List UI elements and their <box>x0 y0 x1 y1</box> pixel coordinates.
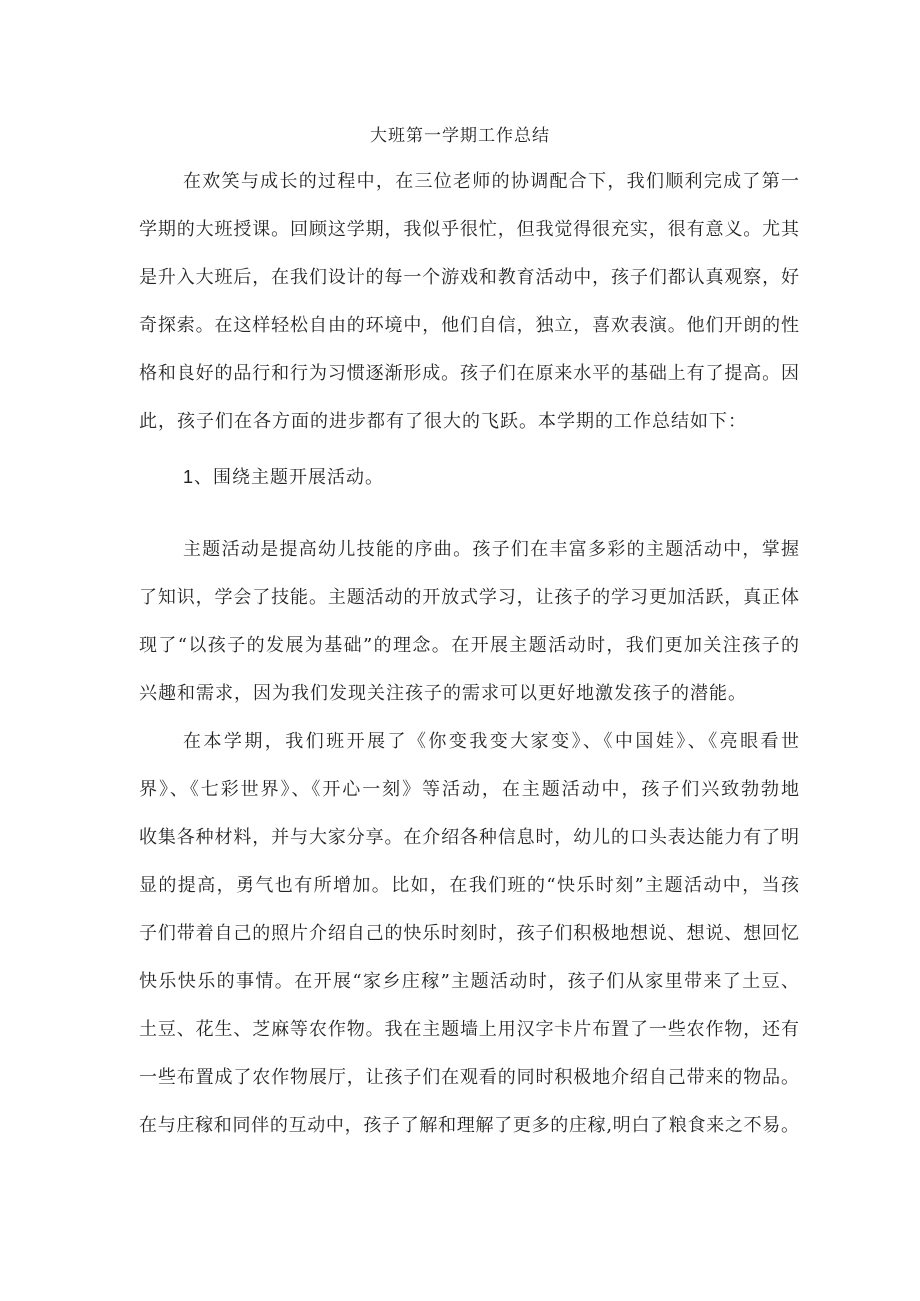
paragraph-3-line-6: 快乐快乐的事情。在开展“家乡庄稼”主题活动时，孩子们从家里带来了土豆、 <box>139 971 799 992</box>
paragraph-3-line-9: 在与庄稼和同伴的互动中，孩子了解和理解了更多的庄稼,明白了粮食来之不易。 <box>139 1115 799 1136</box>
section-heading-1 <box>183 465 384 490</box>
paragraph-3-line-1: 在本学期，我们班开展了《你变我变大家变》、《中国娃》、《亮眼看世 <box>183 731 799 752</box>
paragraph-1-line-6: 此，孩子们在各方面的进步都有了很大的飞跃。本学期的工作总结如下： <box>139 411 747 432</box>
paragraph-3-line-4: 显的提高，勇气也有所增加。比如，在我们班的“快乐时刻”主题活动中，当孩 <box>139 875 799 896</box>
paragraph-3-line-5: 子们带着自己的照片介绍自己的快乐时刻时，孩子们积极地想说、想说、想回忆 <box>139 923 799 944</box>
paragraph-1-line-1: 在欢笑与成长的过程中，在三位老师的协调配合下，我们顺利完成了第一 <box>183 171 799 192</box>
paragraph-3-line-7: 土豆、花生、芝麻等农作物。我在主题墙上用汉字卡片布置了一些农作物，还有 <box>139 1019 799 1040</box>
document-title: 大班第一学期工作总结 <box>370 126 550 146</box>
section-heading-text: 、围绕主题开展活动。 <box>194 467 385 488</box>
paragraph-3-line-2: 界》、《七彩世界》、《开心一刻》等活动，在主题活动中，孩子们兴致勃勃地 <box>139 779 799 800</box>
paragraph-3-line-3: 收集各种材料，并与大家分享。在介绍各种信息时，幼儿的口头表达能力有了明 <box>139 827 799 848</box>
paragraph-2-line-2: 了知识，学会了技能。主题活动的开放式学习，让孩子的学习更加活跃，真正体 <box>139 587 799 608</box>
paragraph-2-line-3: 现了“以孩子的发展为基础”的理念。在开展主题活动时，我们更加关注孩子的 <box>139 635 799 656</box>
paragraph-2-line-1: 主题活动是提高幼儿技能的序曲。孩子们在丰富多彩的主题活动中，掌握 <box>183 539 799 560</box>
section-heading-number: 1 <box>183 467 195 487</box>
paragraph-1-line-5: 格和良好的品行和行为习惯逐渐形成。孩子们在原来水平的基础上有了提高。因 <box>139 363 799 384</box>
paragraph-1-line-4: 奇探索。在这样轻松自由的环境中，他们自信，独立，喜欢表演。他们开朗的性 <box>139 315 799 336</box>
paragraph-1-line-3: 是升入大班后，在我们设计的每一个游戏和教育活动中，孩子们都认真观察，好 <box>139 267 799 288</box>
paragraph-3-line-8: 一些布置成了农作物展厅，让孩子们在观看的同时积极地介绍自己带来的物品。 <box>139 1067 799 1088</box>
paragraph-2-line-4: 兴趣和需求，因为我们发现关注孩子的需求可以更好地激发孩子的潜能。 <box>139 683 747 704</box>
paragraph-1-line-2: 学期的大班授课。回顾这学期，我似乎很忙，但我觉得很充实，很有意义。尤其 <box>139 219 799 240</box>
